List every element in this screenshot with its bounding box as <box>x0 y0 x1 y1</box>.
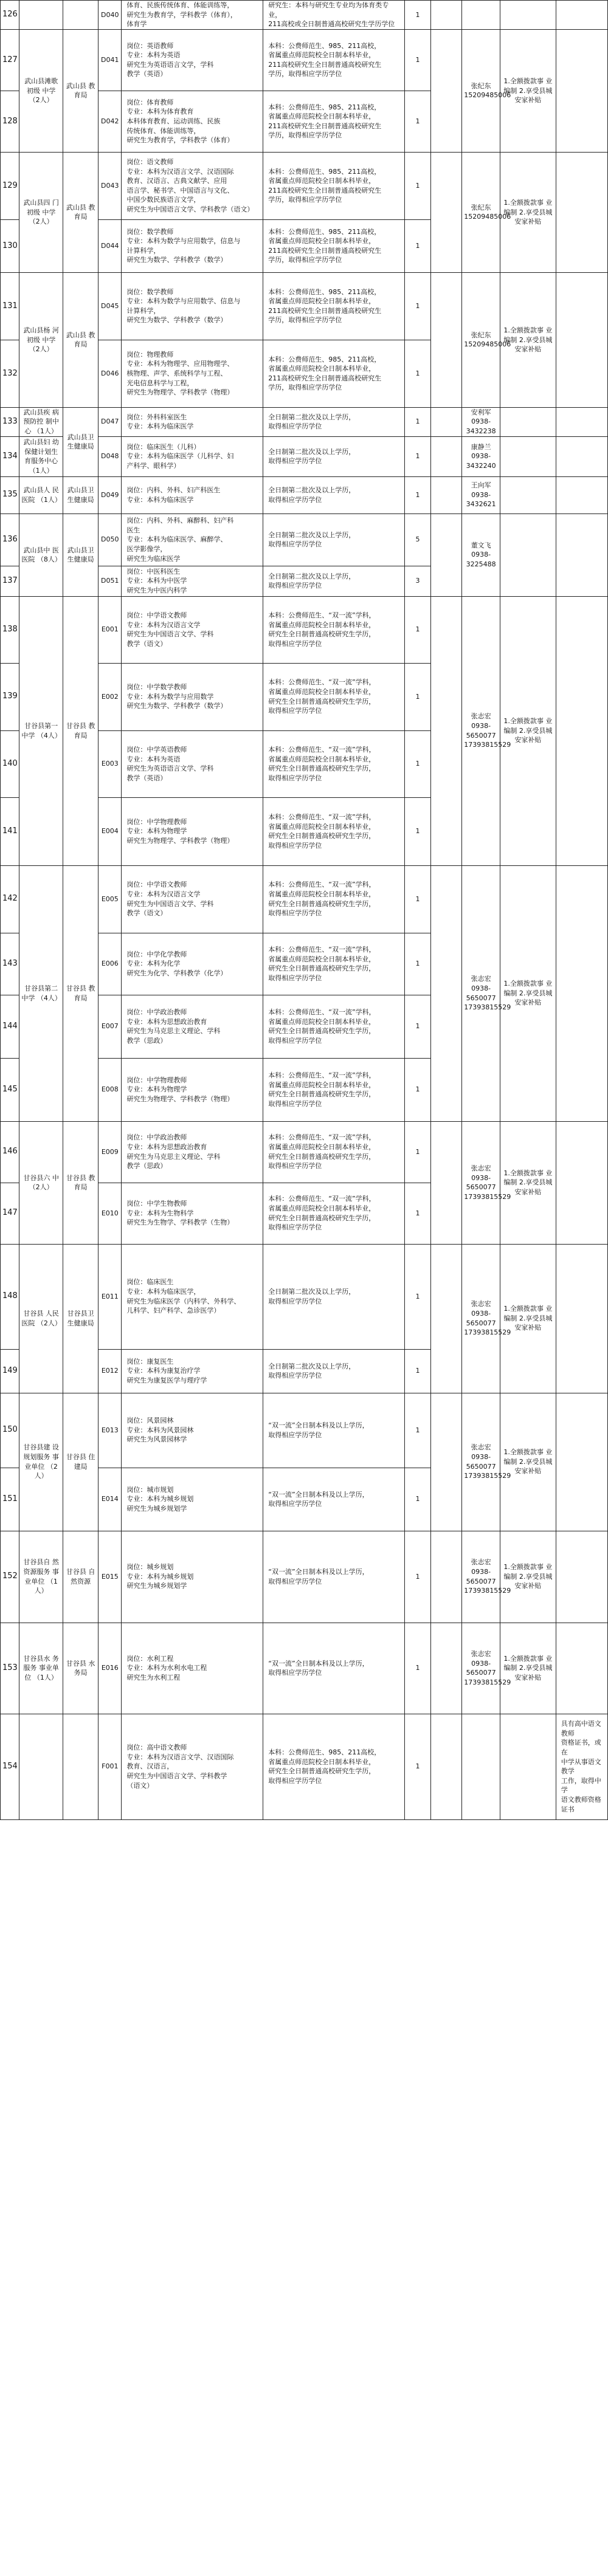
qualification: 本科：公费师范生、“双一流”学科， 省属重点师范院校全日制本科毕业， 研究生全日制普通高校研究生学历， 取得相应学历学位 <box>263 797 405 865</box>
row-number: 150 <box>1 1393 19 1468</box>
remark-cell <box>556 29 607 152</box>
qualification: 全日制第二批次及以上学历， 取得相应学历学位 <box>263 513 405 566</box>
post-requirement: 岗位：水利工程 专业：本科为水利水电工程 研究生为水利工程 <box>122 1623 263 1714</box>
remark-cell <box>556 152 607 272</box>
table-row <box>1 476 608 513</box>
post-code: E003 <box>98 730 122 797</box>
remark-cell <box>556 596 607 865</box>
row-number: 153 <box>1 1623 19 1714</box>
blank-cell <box>430 1393 462 1531</box>
post-requirement: 岗位：城市规划 专业：本科为城乡规划 研究生为城乡规划学 <box>122 1468 263 1531</box>
post-requirement: 岗位：内科、外科、妇产科医生 专业：本科为临床医学 <box>122 476 263 513</box>
row-number: 146 <box>1 1121 19 1183</box>
post-requirement: 岗位：外科科室医生 专业：本科为临床医学 <box>122 407 263 436</box>
policy-cell <box>500 1 556 30</box>
post-code: D045 <box>98 272 122 340</box>
table-row <box>1 513 608 566</box>
department: 甘谷县 自然资源 <box>63 1531 98 1623</box>
qualification: 本科：公费师范生、985、211高校， 省属重点师范院校全日制本科毕业， 211高校研究生全日制普通高校研究生 学历，取得相应学历学位 <box>263 91 405 152</box>
headcount: 1 <box>405 1349 431 1393</box>
post-requirement: 岗位：体育教师 专业：本科为体育教育 本科体育教育、运动训练、民族 传统体育、体能训练等， 研究生为教育学，学科教学（体育） <box>122 91 263 152</box>
table-row <box>1 152 608 219</box>
unit-name: 武山县妇 幼保健计划生 育服务中心 （1人） <box>19 436 63 476</box>
headcount: 1 <box>405 91 431 152</box>
post-requirement: 岗位：物理教师 专业：本科为物理学、应用物理学、 核物理、声学、系统科学与工程、 光电信息科学与工程， 研究生为物理学、学科教学（物理） <box>122 340 263 407</box>
headcount: 5 <box>405 513 431 566</box>
headcount: 1 <box>405 1 431 30</box>
unit-name: 武山县疾 病预防控 制中心 （1人） <box>19 407 63 436</box>
qualification: “双一流”全日制本科及以上学历， 取得相应学历学位 <box>263 1393 405 1468</box>
unit-name: 甘谷县第一 中学 （4人） <box>19 596 63 865</box>
policy-cell <box>500 436 556 476</box>
post-code: D043 <box>98 152 122 219</box>
post-requirement: 岗位：城乡规划 专业：本科为城乡规划 研究生为城乡规划学 <box>122 1531 263 1623</box>
post-code: D049 <box>98 476 122 513</box>
post-code: D047 <box>98 407 122 436</box>
post-requirement: 岗位：中学数学教师 专业：本科为数学与应用数学 研究生为数学、学科教学（数学） <box>122 663 263 730</box>
contact-cell <box>462 1 500 30</box>
blank-cell <box>430 407 462 436</box>
post-requirement: 岗位：中学语文教师 专业：本科为汉语言文学 研究生为中国语言文学、学科 教学（语文） <box>122 865 263 933</box>
headcount: 1 <box>405 1058 431 1121</box>
row-number: 151 <box>1 1468 19 1531</box>
table-row <box>1 596 608 663</box>
blank-cell <box>430 1 462 30</box>
post-code: E006 <box>98 933 122 995</box>
row-number: 135 <box>1 476 19 513</box>
department: 甘谷县卫 生健康局 <box>63 1244 98 1393</box>
policy: 1.全额拨款事 业编制 2.享受县城 安家补贴 <box>500 1623 556 1714</box>
post-code: E015 <box>98 1531 122 1623</box>
blank-cell <box>430 513 462 596</box>
policy-cell <box>500 513 556 596</box>
blank-cell <box>430 272 462 407</box>
row-number: 126 <box>1 1 19 30</box>
headcount: 1 <box>405 1393 431 1468</box>
headcount: 1 <box>405 1714 431 1819</box>
dept-cell <box>63 1 98 30</box>
row-number: 131 <box>1 272 19 340</box>
remark-cell <box>556 1 607 30</box>
row-number: 145 <box>1 1058 19 1121</box>
post-code: E016 <box>98 1623 122 1714</box>
remark-cell <box>556 1531 607 1623</box>
headcount: 1 <box>405 29 431 91</box>
blank-cell <box>430 1714 462 1819</box>
headcount: 1 <box>405 1468 431 1531</box>
remark-cell <box>556 476 607 513</box>
remark-cell <box>556 1121 607 1244</box>
headcount: 1 <box>405 1531 431 1623</box>
blank-cell <box>430 865 462 1121</box>
unit-name: 甘谷县 人民医院 （2人） <box>19 1244 63 1393</box>
department: 甘谷县 教育局 <box>63 596 98 865</box>
post-code: E002 <box>98 663 122 730</box>
headcount: 1 <box>405 1121 431 1183</box>
department: 甘谷县 住建局 <box>63 1393 98 1531</box>
table-row <box>1 1244 608 1349</box>
unit-cell <box>19 1 63 30</box>
qualification: 本科：公费师范生、985、211高校， 省属重点师范院校全日制本科毕业， 211高校研究生全日制普通高校研究生 学历，取得相应学历学位 <box>263 29 405 91</box>
row-number: 139 <box>1 663 19 730</box>
contact: 张志宏 0938-5650077 17393815529 <box>462 1623 500 1714</box>
unit-name: 甘谷县自 然资源服务 事业单位 （1人） <box>19 1531 63 1623</box>
qualification: 本科：公费师范生、“双一流”学科， 省属重点师范院校全日制本科毕业， 研究生全日制普通高校研究生学历， 取得相应学历学位 <box>263 663 405 730</box>
unit-name: 甘谷县第二 中学 （4人） <box>19 865 63 1121</box>
row-number: 136 <box>1 513 19 566</box>
policy-cell <box>500 476 556 513</box>
qualification: 全日制第二批次及以上学历， 取得相应学历学位 <box>263 476 405 513</box>
qualification: 本科：公费师范生、“双一流”学科， 省属重点师范院校全日制本科毕业， 研究生全日制普通高校研究生学历， 取得相应学历学位 <box>263 730 405 797</box>
unit-name: 武山县滩歌初级 中学 （2人） <box>19 29 63 152</box>
post-requirement: 岗位：中学物理教师 专业：本科为物理学 研究生为物理学、学科教学（物理） <box>122 1058 263 1121</box>
qualification: 本科：公费师范生、985、211高校， 省属重点师范院校全日制本科毕业， 研究生全日制普通高校研究生学历， 取得相应学历学位 <box>263 1714 405 1819</box>
post-code: D050 <box>98 513 122 566</box>
qualification: 研究生：本科与研究生专业均为体育类专业， 211高校或全日制普通高校研究生学历学位 <box>263 1 405 30</box>
department: 武山县 教育局 <box>63 152 98 272</box>
remark-cell <box>556 1623 607 1714</box>
post-code: E007 <box>98 995 122 1058</box>
post-requirement: 岗位：数学教师 专业：本科为数学与应用数学、信息与 计算科学， 研究生为数学、学科教学（数学） <box>122 272 263 340</box>
department: 甘谷县 教育局 <box>63 865 98 1121</box>
policy: 1.全额拨款事 业编制 2.享受县城 安家补贴 <box>500 29 556 152</box>
post-code: E001 <box>98 596 122 663</box>
policy <box>500 1714 556 1819</box>
blank-cell <box>430 436 462 476</box>
row-number: 154 <box>1 1714 19 1819</box>
contact: 康静兰 0938-3432240 <box>462 436 500 476</box>
headcount: 1 <box>405 436 431 476</box>
table-row <box>1 1714 608 1819</box>
unit-name: 甘谷县六 中 （2人） <box>19 1121 63 1244</box>
unit-name: 武山县人 民医院 （1人） <box>19 476 63 513</box>
department: 甘谷县 教育局 <box>63 1121 98 1244</box>
row-number: 144 <box>1 995 19 1058</box>
row-number: 140 <box>1 730 19 797</box>
table-row <box>1 407 608 436</box>
qualification: “双一流”全日制本科及以上学历， 取得相应学历学位 <box>263 1468 405 1531</box>
remark-cell <box>556 1244 607 1393</box>
policy: 1.全额拨款事 业编制 2.享受县城 安家补贴 <box>500 1531 556 1623</box>
post-requirement: 岗位：中医科医生 专业：本科为中医学 研究生为中医内科学 <box>122 566 263 596</box>
headcount: 1 <box>405 596 431 663</box>
post-requirement: 岗位：高中语文教师 专业：本科为汉语言文学、汉语国际 教育、汉语言， 研究生为中国语言文学、学科教学 （语文） <box>122 1714 263 1819</box>
table-row <box>1 1531 608 1623</box>
blank-cell <box>430 596 462 865</box>
post-requirement: 岗位：内科、外科、麻醉科、妇产科 医生 专业：本科为临床医学、麻醉学、 医学影像学， 研究生为临床医学 <box>122 513 263 566</box>
qualification: 本科：公费师范生、985、211高校， 省属重点师范院校全日制本科毕业， 211高校研究生全日制普通高校研究生 学历，取得相应学历学位 <box>263 152 405 219</box>
post-requirement: 体育、民族传统体育、体能训练等， 研究生为教育学，学科教学（体育）， 体育学 <box>122 1 263 30</box>
qualification: 本科：公费师范生、“双一流”学科， 省属重点师范院校全日制本科毕业， 研究生全日制普通高校研究生学历， 取得相应学历学位 <box>263 1058 405 1121</box>
remark-cell <box>556 407 607 436</box>
row-number: 141 <box>1 797 19 865</box>
post-requirement: 岗位：风景园林 专业：本科为风景园林 研究生为风景园林学 <box>122 1393 263 1468</box>
department: 武山县 教育局 <box>63 272 98 407</box>
policy-cell <box>500 407 556 436</box>
contact: 张纪东 15209485006 <box>462 272 500 407</box>
post-requirement: 岗位：中学政治教师 专业：本科为思想政治教育 研究生为马克思主义理论、学科 教学（思政） <box>122 995 263 1058</box>
qualification: 本科：公费师范生、“双一流”学科， 省属重点师范院校全日制本科毕业， 研究生全日制普通高校研究生学历， 取得相应学历学位 <box>263 995 405 1058</box>
contact: 安利军 0938-3432238 <box>462 407 500 436</box>
headcount: 1 <box>405 272 431 340</box>
qualification: 本科：公费师范生、“双一流”学科， 省属重点师范院校全日制本科毕业， 研究生全日制普通高校研究生学历， 取得相应学历学位 <box>263 596 405 663</box>
contact: 张志宏 0938-5650077 17393815529 <box>462 1244 500 1393</box>
qualification: 本科：公费师范生、985、211高校， 省属重点师范院校全日制本科毕业， 211高校研究生全日制普通高校研究生 学历，取得相应学历学位 <box>263 272 405 340</box>
row-number: 142 <box>1 865 19 933</box>
headcount: 3 <box>405 566 431 596</box>
headcount: 1 <box>405 663 431 730</box>
blank-cell <box>430 29 462 152</box>
remark-cell <box>556 272 607 407</box>
post-code: D041 <box>98 29 122 91</box>
post-code: E014 <box>98 1468 122 1531</box>
qualification: 全日制第二批次及以上学历， 取得相应学历学位 <box>263 407 405 436</box>
post-code: E011 <box>98 1244 122 1349</box>
unit-name: 武山县四 门初级 中学 （2人） <box>19 152 63 272</box>
contact: 张志宏 0938-5650077 17393815529 <box>462 596 500 865</box>
post-code: D048 <box>98 436 122 476</box>
unit-name <box>19 1714 63 1819</box>
department: 武山县卫 生健康局 <box>63 407 98 476</box>
department: 武山县卫 生健康局 <box>63 476 98 513</box>
contact: 张纪东 15209485006 <box>462 152 500 272</box>
post-code: E008 <box>98 1058 122 1121</box>
headcount: 1 <box>405 797 431 865</box>
remark-cell <box>556 865 607 1121</box>
table-row <box>1 1 608 30</box>
row-number: 129 <box>1 152 19 219</box>
remark-note: 具有高中语文教师 资格证书，或在 中学从事语文教学 工作，取得中学 语文教师资格证书 <box>556 1714 607 1819</box>
blank-cell <box>430 152 462 272</box>
policy: 1.全额拨款事 业编制 2.享受县城 安家补贴 <box>500 1244 556 1393</box>
remark-cell <box>556 513 607 596</box>
headcount: 1 <box>405 219 431 272</box>
department: 武山县卫 生健康局 <box>63 513 98 596</box>
row-number: 128 <box>1 91 19 152</box>
table-row <box>1 865 608 933</box>
table-row <box>1 272 608 340</box>
post-requirement: 岗位：临床医生（儿科） 专业：本科为临床医学（儿科学、妇 产科学、眼科学） <box>122 436 263 476</box>
row-number: 148 <box>1 1244 19 1349</box>
policy: 1.全额拨款事 业编制 2.享受县城 安家补贴 <box>500 865 556 1121</box>
post-requirement: 岗位：中学政治教师 专业：本科为思想政治教育 研究生为马克思主义理论、学科 教学（思政） <box>122 1121 263 1183</box>
unit-name: 甘谷县建 设规划服务 事业单位 （2人） <box>19 1393 63 1531</box>
post-code: D040 <box>98 1 122 30</box>
post-code: D044 <box>98 219 122 272</box>
qualification: 本科：公费师范生、“双一流”学科， 省属重点师范院校全日制本科毕业， 研究生全日制普通高校研究生学历， 取得相应学历学位 <box>263 1121 405 1183</box>
qualification: 本科：公费师范生、“双一流”学科， 省属重点师范院校全日制本科毕业， 研究生全日制普通高校研究生学历， 取得相应学历学位 <box>263 865 405 933</box>
contact: 张志宏 0938-5650077 17393815529 <box>462 1393 500 1531</box>
contact: 董文飞 0938-3225488 <box>462 513 500 596</box>
post-requirement: 岗位：数学教师 专业：本科为数学与应用数学，信息与 计算科学， 研究生为数学、学科教学（数学） <box>122 219 263 272</box>
qualification: 全日制第二批次及以上学历， 取得相应学历学位 <box>263 1244 405 1349</box>
qualification: 本科：公费师范生、“双一流”学科， 省属重点师范院校全日制本科毕业， 研究生全日制普通高校研究生学历， 取得相应学历学位 <box>263 933 405 995</box>
headcount: 1 <box>405 407 431 436</box>
policy: 1.全额拨款事 业编制 2.享受县城 安家补贴 <box>500 152 556 272</box>
contact: 王向军 0938-3432621 <box>462 476 500 513</box>
policy: 1.全额拨款事 业编制 2.享受县城 安家补贴 <box>500 272 556 407</box>
blank-cell <box>430 476 462 513</box>
department: 甘谷县 水务局 <box>63 1623 98 1714</box>
qualification: 本科：公费师范生、“双一流”学科， 省属重点师范院校全日制本科毕业， 研究生全日制普通高校研究生学历， 取得相应学历学位 <box>263 1183 405 1244</box>
post-requirement: 岗位：中学生物教师 专业：本科为生物科学 研究生为生物学、学科教学（生物） <box>122 1183 263 1244</box>
headcount: 1 <box>405 152 431 219</box>
post-code: D042 <box>98 91 122 152</box>
contact: 张纪东 15209485006 <box>462 29 500 152</box>
qualification: “双一流”全日制本科及以上学历， 取得相应学历学位 <box>263 1623 405 1714</box>
post-code: E005 <box>98 865 122 933</box>
post-requirement: 岗位：康复医生 专业：本科为康复治疗学 研究生为康复医学与理疗学 <box>122 1349 263 1393</box>
blank-cell <box>430 1121 462 1244</box>
remark-cell <box>556 1393 607 1531</box>
post-code: D046 <box>98 340 122 407</box>
row-number: 143 <box>1 933 19 995</box>
unit-name: 甘谷县水 务服务 事业单位 （1人） <box>19 1623 63 1714</box>
qualification: “双一流”全日制本科及以上学历， 取得相应学历学位 <box>263 1531 405 1623</box>
department <box>63 1714 98 1819</box>
post-requirement: 岗位：中学物理教师 专业：本科为物理学 研究生为物理学、学科教学（物理） <box>122 797 263 865</box>
headcount: 1 <box>405 865 431 933</box>
row-number: 134 <box>1 436 19 476</box>
table-row <box>1 1121 608 1183</box>
headcount: 1 <box>405 476 431 513</box>
qualification: 全日制第二批次及以上学历， 取得相应学历学位 <box>263 1349 405 1393</box>
qualification: 全日制第二批次及以上学历， 取得相应学历学位 <box>263 436 405 476</box>
post-code: E012 <box>98 1349 122 1393</box>
table-row <box>1 29 608 91</box>
headcount: 1 <box>405 340 431 407</box>
row-number: 130 <box>1 219 19 272</box>
row-number: 127 <box>1 29 19 91</box>
post-requirement: 岗位：中学英语教师 专业：本科为英语 研究生为英语语言文学、学科 教学（英语） <box>122 730 263 797</box>
remark-cell <box>556 436 607 476</box>
blank-cell <box>430 1531 462 1623</box>
post-code: D051 <box>98 566 122 596</box>
headcount: 1 <box>405 1623 431 1714</box>
row-number: 133 <box>1 407 19 436</box>
policy: 1.全额拨款事 业编制 2.享受县城 安家补贴 <box>500 596 556 865</box>
headcount: 1 <box>405 933 431 995</box>
unit-name: 武山县中 医医院 （8人） <box>19 513 63 596</box>
table-row <box>1 1623 608 1714</box>
post-code: E013 <box>98 1393 122 1468</box>
post-code: E009 <box>98 1121 122 1183</box>
row-number: 138 <box>1 596 19 663</box>
row-number: 147 <box>1 1183 19 1244</box>
headcount: 1 <box>405 1183 431 1244</box>
row-number: 137 <box>1 566 19 596</box>
qualification: 本科：公费师范生、985、211高校， 省属重点师范院校全日制本科毕业， 211高校研究生全日制普通高校研究生 学历，取得相应学历学位 <box>263 219 405 272</box>
row-number: 149 <box>1 1349 19 1393</box>
blank-cell <box>430 1244 462 1393</box>
headcount: 1 <box>405 995 431 1058</box>
table-row <box>1 1393 608 1468</box>
post-code: E004 <box>98 797 122 865</box>
department: 武山县 教育局 <box>63 29 98 152</box>
contact <box>462 1714 500 1819</box>
headcount: 1 <box>405 1244 431 1349</box>
post-code: E010 <box>98 1183 122 1244</box>
contact: 张志宏 0938-5650077 17393815529 <box>462 1531 500 1623</box>
qualification: 全日制第二批次及以上学历， 取得相应学历学位 <box>263 566 405 596</box>
post-requirement: 岗位：语文教师 专业：本科为汉语言文学、汉语国际 教育、汉语言、古典文献学、应用 语言学、秘书学、中国语言与文化、 中国少数民族语言文学， 研究生为中国语言文学、学科教学（语文） <box>122 152 263 219</box>
post-requirement: 岗位：临床医生 专业：本科为临床医学， 研究生为临床医学（内科学、外科学、 儿科学、妇产科学、急诊医学） <box>122 1244 263 1349</box>
contact: 张志宏 0938-5650077 17393815529 <box>462 1121 500 1244</box>
post-requirement: 岗位：英语教师 专业：本科为英语 研究生为英语语言文学，学科 教学（英语） <box>122 29 263 91</box>
post-requirement: 岗位：中学语文教师 专业：本科为汉语言文学 研究生为中国语言文学、学科 教学（语文） <box>122 596 263 663</box>
contact: 张志宏 0938-5650077 17393815529 <box>462 865 500 1121</box>
row-number: 132 <box>1 340 19 407</box>
blank-cell <box>430 1623 462 1714</box>
post-requirement: 岗位：中学化学教师 专业：本科为化学 研究生为化学、学科教学（化学） <box>122 933 263 995</box>
headcount: 1 <box>405 730 431 797</box>
policy: 1.全额拨款事 业编制 2.享受县城 安家补贴 <box>500 1121 556 1244</box>
qualification: 本科：公费师范生、985、211高校， 省属重点师范院校全日制本科毕业， 211高校研究生全日制普通高校研究生 学历，取得相应学历学位 <box>263 340 405 407</box>
policy: 1.全额拨款事 业编制 2.享受县城 安家补贴 <box>500 1393 556 1531</box>
unit-name: 武山县杨 河初级 中学 （2人） <box>19 272 63 407</box>
post-code: F001 <box>98 1714 122 1819</box>
row-number: 152 <box>1 1531 19 1623</box>
